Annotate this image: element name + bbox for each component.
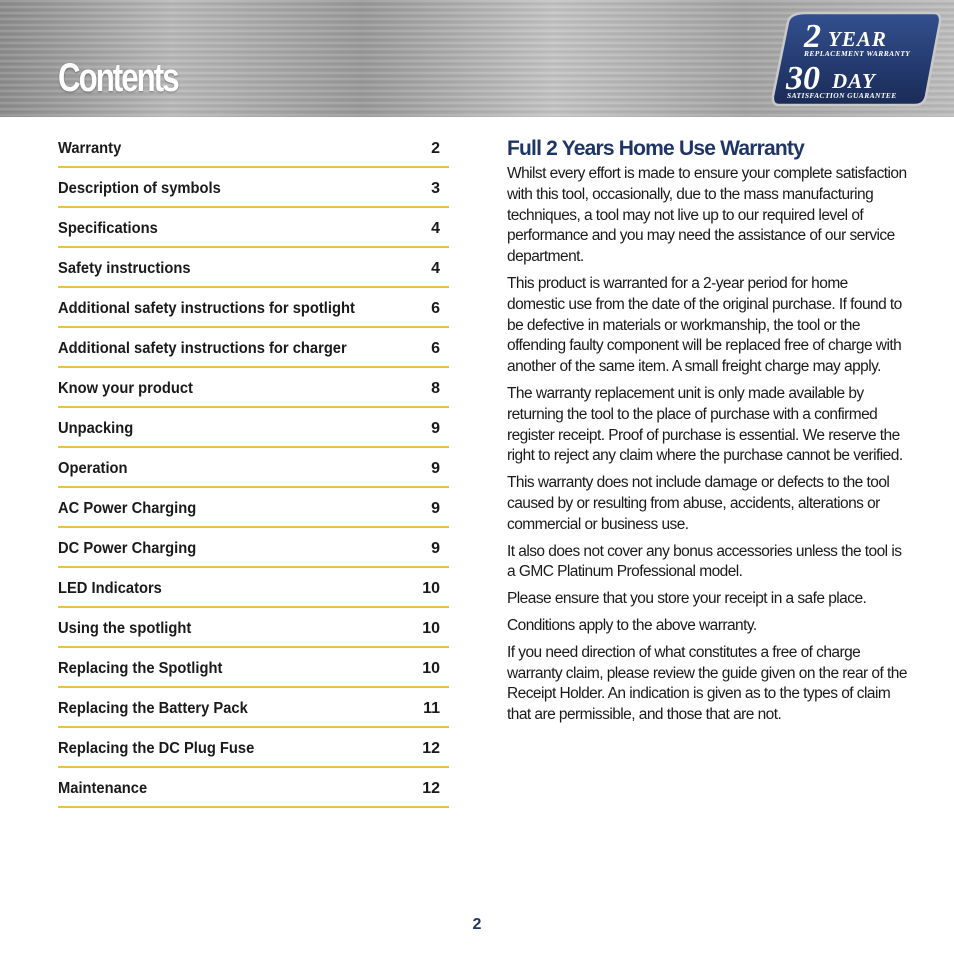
toc-entry[interactable] (58, 128, 449, 168)
badge-days-caption: SATISFACTION GUARANTEE (787, 91, 897, 100)
toc-entry-page-number: 4 (431, 260, 440, 277)
toc-entry-label: Additional safety instructions for spotlight (58, 300, 355, 317)
badge-days-number: 30 (786, 60, 820, 97)
toc-entry-page-number: 11 (423, 700, 440, 717)
warranty-paragraph: It also does not cover any bonus accessories unless the tool is a GMC Platinum Professional model. (507, 542, 902, 581)
badge-days-word: DAY (832, 69, 876, 93)
toc-entry-label: Additional safety instructions for charger (58, 340, 347, 357)
warranty-paragraph: If you need direction of what constitutes a free of charge warranty claim, please review the guide given on the rear of the Receipt Holder. An indication is given as to the types of claim that are permissible, and those that are not. (507, 643, 907, 724)
toc-entry[interactable] (58, 288, 449, 328)
toc-entry-page-number: 4 (431, 220, 440, 237)
toc-entry-label: Know your product (58, 380, 193, 397)
toc-entry[interactable] (58, 328, 449, 368)
page-title: Contents (58, 56, 178, 100)
toc-entry[interactable] (58, 568, 449, 608)
toc-entry[interactable] (58, 768, 449, 808)
toc-entry-page-number: 9 (431, 540, 440, 557)
toc-entry[interactable] (58, 728, 449, 768)
toc-entry-label: Operation (58, 460, 128, 477)
toc-entry-label: Replacing the Battery Pack (58, 700, 248, 717)
table-of-contents (58, 128, 449, 808)
toc-entry[interactable] (58, 168, 449, 208)
badge-years-number: 2 (804, 18, 821, 55)
toc-entry-label: Replacing the DC Plug Fuse (58, 740, 255, 757)
toc-entry-page-number: 6 (431, 340, 440, 357)
page-number: 2 (472, 916, 482, 933)
toc-entry[interactable] (58, 208, 449, 248)
toc-entry-label: DC Power Charging (58, 540, 197, 557)
toc-entry[interactable] (58, 528, 449, 568)
toc-entry-label: Maintenance (58, 780, 148, 797)
warranty-paragraph: Conditions apply to the above warranty. (507, 616, 757, 634)
toc-entry-label: LED Indicators (58, 580, 162, 597)
toc-entry-page-number: 10 (422, 660, 440, 677)
toc-entry[interactable] (58, 488, 449, 528)
toc-entry-label: Unpacking (58, 420, 134, 437)
toc-entry-page-number: 6 (431, 300, 440, 317)
toc-entry-page-number: 8 (431, 380, 440, 397)
warranty-section (507, 137, 907, 732)
warranty-badge-logo (770, 10, 942, 108)
toc-entry-label: Safety instructions (58, 260, 191, 277)
toc-entry-page-number: 2 (431, 140, 440, 157)
warranty-body (507, 164, 907, 726)
toc-entry-page-number: 12 (422, 740, 440, 757)
warranty-paragraph: This product is warranted for a 2-year period for home domestic use from the date of the original purchase. If found to be defective in materials or workmanship, the tool or the offending faulty component will be replaced free of charge with another of the same item. A small freight charge may apply. (507, 274, 902, 376)
warranty-heading: Full 2 Years Home Use Warranty (507, 137, 804, 160)
toc-entry-page-number: 9 (431, 500, 440, 517)
toc-entry-page-number: 9 (431, 420, 440, 437)
toc-entry[interactable] (58, 448, 449, 488)
toc-entry-label: AC Power Charging (58, 500, 197, 517)
warranty-paragraph: This warranty does not include damage or defects to the tool caused by or resulting from abuse, accidents, alterations or commercial or business use. (507, 474, 890, 533)
warranty-paragraph: Please ensure that you store your receipt in a safe place. (507, 590, 867, 608)
page-header (0, 0, 954, 117)
toc-entry-label: Using the spotlight (58, 620, 192, 637)
toc-entry[interactable] (58, 648, 449, 688)
toc-entry-label: Warranty (58, 140, 122, 157)
toc-entry-page-number: 10 (422, 580, 440, 597)
toc-entry-label: Description of symbols (58, 180, 221, 197)
toc-entry-page-number: 9 (431, 460, 440, 477)
warranty-paragraph: Whilst every effort is made to ensure your complete satisfaction with this tool, occasionally, due to the mass manufacturing techniques, a tool may not live up to our required level of performance and you may need the assistance of our service department. (507, 165, 907, 266)
toc-entry[interactable] (58, 408, 449, 448)
toc-entry-page-number: 12 (422, 780, 440, 797)
toc-entry-label: Specifications (58, 220, 158, 237)
toc-entry-page-number: 10 (422, 620, 440, 637)
badge-years-word: YEAR (828, 27, 887, 51)
toc-entry[interactable] (58, 368, 449, 408)
toc-entry[interactable] (58, 248, 449, 288)
toc-entry[interactable] (58, 608, 449, 648)
toc-entry-page-number: 3 (431, 180, 440, 197)
toc-entry[interactable] (58, 688, 449, 728)
toc-entry-label: Replacing the Spotlight (58, 660, 223, 677)
badge-years-caption: REPLACEMENT WARRANTY (804, 49, 911, 58)
warranty-paragraph: The warranty replacement unit is only made available by returning the tool to the place of purchase with a confirmed register receipt. Proof of purchase is essential. We reserve the right to reject any claim where the purchase cannot be verified. (507, 384, 903, 465)
